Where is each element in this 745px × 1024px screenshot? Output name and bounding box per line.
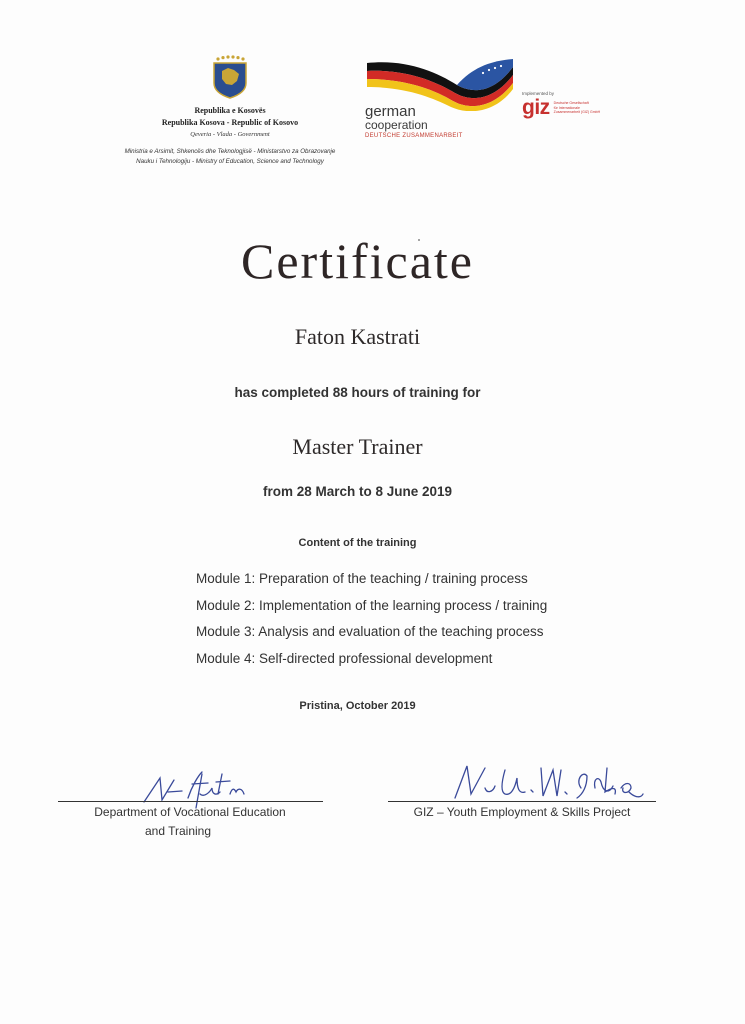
giz-logo: giz xyxy=(522,96,550,119)
left-signature-line xyxy=(58,801,323,802)
certificate-title: Certificate xyxy=(241,233,474,289)
place-and-date: Pristina, October 2019 xyxy=(299,700,416,712)
module-list xyxy=(196,566,547,672)
recipient-name: Faton Kastrati xyxy=(294,324,421,349)
left-signatory-line2: and Training xyxy=(144,824,212,838)
giz-full-name-line3: Zusammenarbeit (GIZ) GmbH xyxy=(553,110,601,115)
kosovo-government-label: Qeveria - Vlada - Government xyxy=(190,131,270,138)
completion-statement: has completed 88 hours of training for xyxy=(234,385,481,400)
giz-logo-block xyxy=(522,90,632,119)
kosovo-emblem-icon xyxy=(210,55,250,99)
german-cooperation-word2: cooperation xyxy=(365,118,428,132)
right-signatory-label: GIZ – Youth Employment & Skills Project xyxy=(413,805,631,819)
ministry-name-line1: Ministria e Arsimit, Shkencës dhe Teknologjisë - Ministarstvo za Obrazovanje xyxy=(124,148,336,155)
content-heading: Content of the training xyxy=(298,537,417,549)
german-cooperation-subtitle: DEUTSCHE ZUSAMMENARBEIT xyxy=(365,133,463,139)
module-item: Module 3: Analysis and evaluation of the teaching process xyxy=(196,624,544,639)
training-dates: from 28 March to 8 June 2019 xyxy=(262,484,453,499)
giz-full-name-line1: Deutsche Gesellschaft xyxy=(553,101,589,106)
module-item: Module 1: Preparation of the teaching / training process xyxy=(196,571,528,586)
right-signature-line xyxy=(388,801,656,802)
kosovo-republic-name-translations: Republika Kosova - Republic of Kosovo xyxy=(161,118,299,127)
giz-full-name-line2: für Internationale xyxy=(553,105,580,110)
giz-implemented-by: Implemented by xyxy=(522,91,555,96)
left-signatory-label xyxy=(60,803,320,841)
ministry-name-line2: Nauku i Tehnologiju - Ministry of Education, Science and Technology xyxy=(136,158,324,165)
module-item: Module 4: Self-directed professional development xyxy=(196,650,493,666)
course-name: Master Trainer xyxy=(292,434,423,459)
german-cooperation-logo xyxy=(365,55,515,141)
giz-full-name xyxy=(554,101,600,115)
kosovo-republic-name: Republika e Kosovës xyxy=(194,106,266,115)
module-item: Module 2: Implementation of the learning process / training xyxy=(196,597,548,613)
kosovo-government-header xyxy=(80,55,380,167)
german-cooperation-word1: german xyxy=(365,103,416,120)
left-signatory-line1: Department of Vocational Education xyxy=(94,805,286,819)
